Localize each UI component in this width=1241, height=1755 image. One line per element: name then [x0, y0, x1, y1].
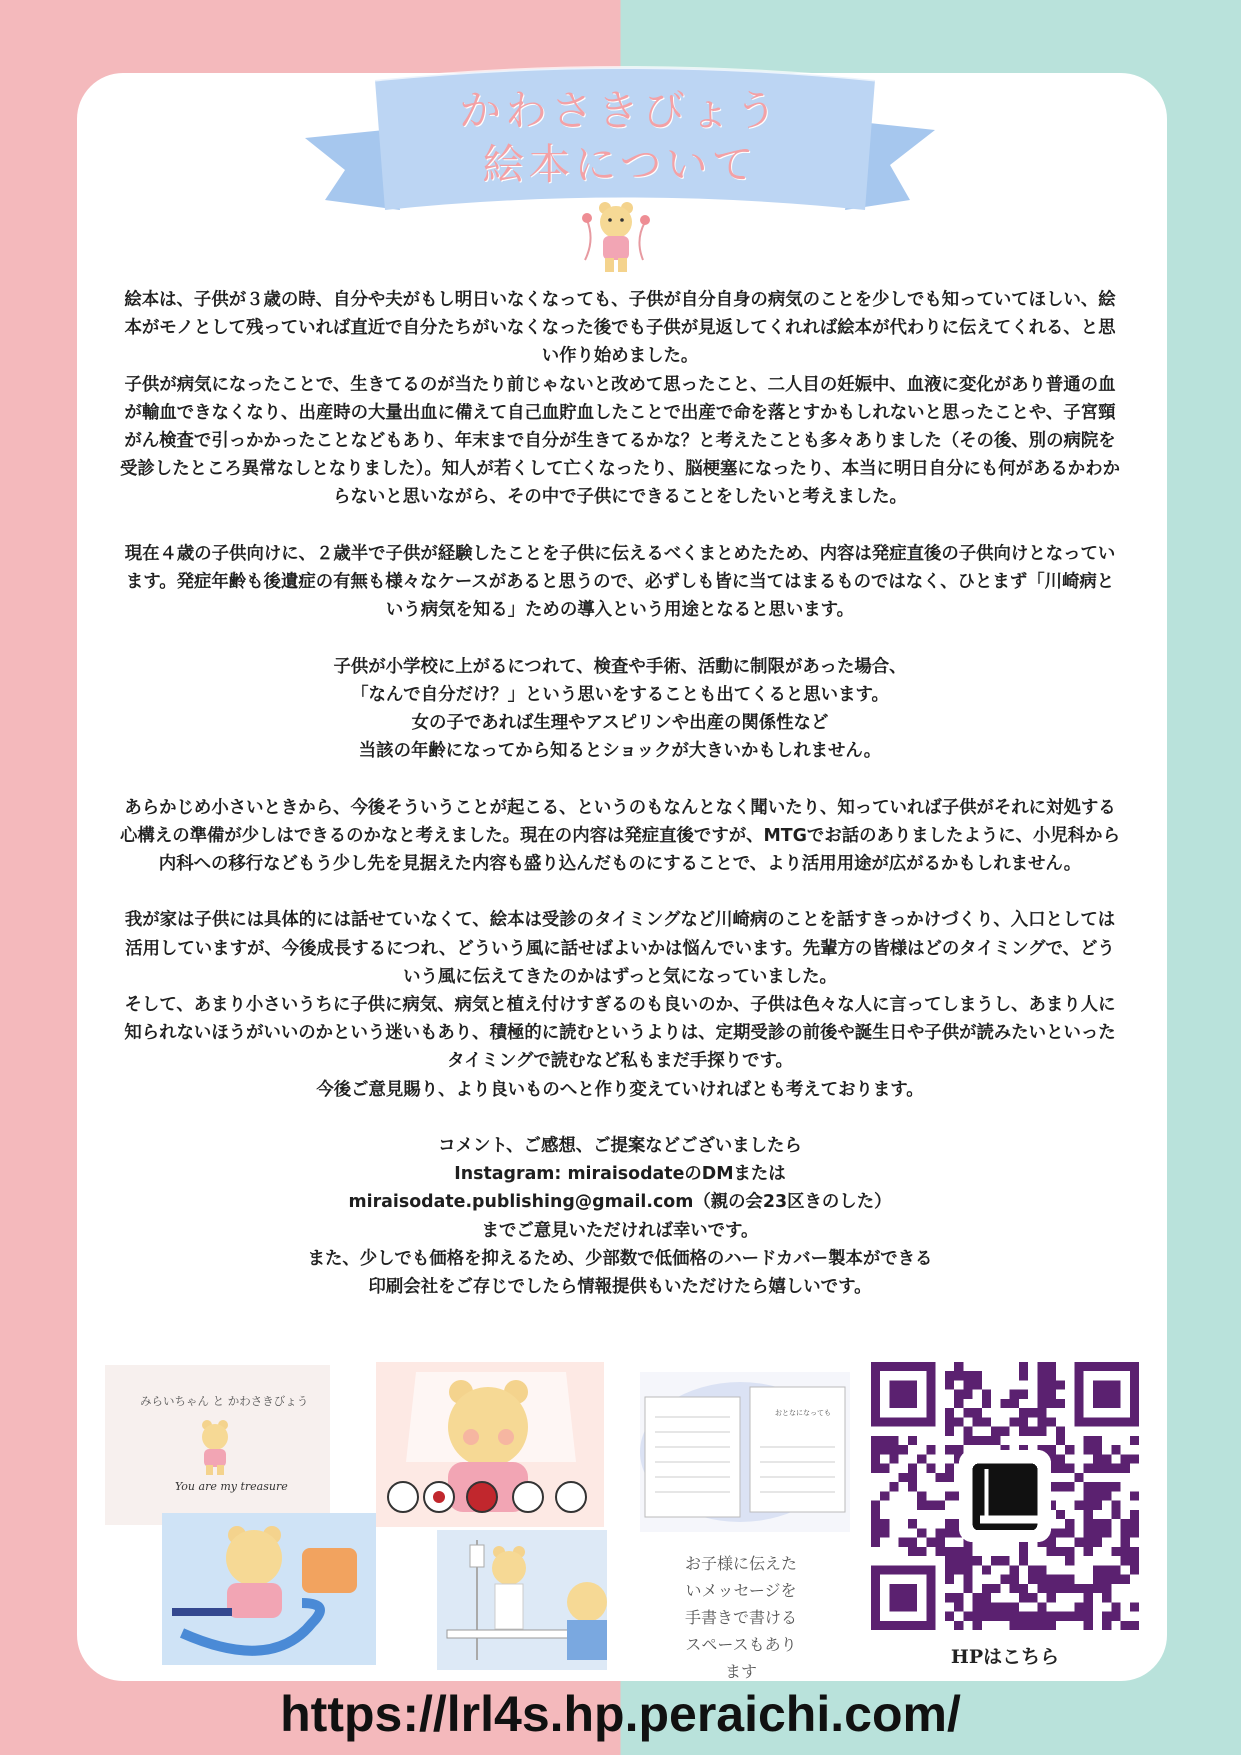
- paragraph-closing: 今後ご意見賜り、より良いものへと作り変えていければとも考えております。: [316, 1079, 924, 1100]
- paragraph-hesitation: そして、あまり小さいうちに子供に病気、病気と植え付けすぎるのも良いのか、子供は色々な人に言ってしまうし、あまり人に知られないほうがいいのかという迷いもあり、積極的に読むというよりは、定期受診の前後や誕生日や子供が読みたいといったタイミングで読むなど私もまだ手探りです。: [124, 995, 1116, 1072]
- playtime-page-thumbnail: [162, 1513, 376, 1665]
- message-page-thumbnail: [640, 1372, 850, 1532]
- title-line-1: かわさきびょう: [458, 86, 781, 135]
- contact-line: までご意見いただければ幸いです。: [481, 1220, 759, 1241]
- paragraph-line: 「なんで自分だけ？」という思いをすることも出てくると思います。: [351, 684, 889, 705]
- caption-line: 手書きで書ける: [684, 1608, 797, 1627]
- request-line: 印刷会社をご存じでしたら情報提供もいただけたら嬉しいです。: [368, 1277, 872, 1298]
- caption-line: お子様に伝えた: [684, 1554, 797, 1573]
- message-pages-illustration: [640, 1372, 850, 1532]
- paragraph-preparation: あらかじめ小さいときから、今後そういうことが起こる、というのもなんとなく聞いたり、知っていれば子供がそれに対処する心構えの準備が少しはできるのかなと考えました。現在の内容は発症直後ですが、MTGでお話のありましたように、小児科から内科への移行などもう少し先を見据えた内容も盛り込んだものにすることで、より活用用途が広がるかもしれません。: [120, 797, 1120, 875]
- sick-bear-illustration: [376, 1362, 604, 1527]
- request-line: また、少しでも価格を抑えるため、少部数で低価格のハードカバー製本ができる: [307, 1248, 933, 1269]
- symptoms-page-thumbnail: [376, 1362, 604, 1527]
- body-text: [120, 286, 1120, 1301]
- paragraph-family: 我が家は子供には具体的には話せていなくて、絵本は受診のタイミングなど川崎病のことを話すきっかけづくり、入口としては活用していますが、今後成長するにつれ、どういう風に話せばよいかは悩んでいます。先輩方の皆様はどのタイミングで、どういう風に伝えてきたのかはずっと気になっていました。: [124, 910, 1116, 987]
- website-url[interactable]: https://lrl4s.hp.peraichi.com/: [280, 1686, 961, 1742]
- paragraph-reason: 子供が病気になったことで、生きてるのが当たり前じゃないと改めて思ったこと、二人目の妊娠中、血液に変化があり普通の血が輸血できなくなり、出産時の大量出血に備えて自己血貯血したことで出産で命を落とすかもしれないと思ったことや、子宮頸がん検査で引っかかったことなどもあり、年末まで自分が生きてるかな？と考えたことも多々ありました（その後、別の病院を受診したところ異常なしとなりました）。知人が若くして亡くなったり、脳梗塞になったり、本当に明日自分にも何があるかわからないと思いながら、その中で子供にできることをしたいと考えました。: [120, 374, 1120, 508]
- cover-title: みらいちゃん と かわさきびょう: [140, 1394, 309, 1408]
- hospital-page-thumbnail: [437, 1530, 607, 1670]
- caption-line: ます: [724, 1662, 757, 1681]
- bear-illustration: [190, 1417, 240, 1477]
- bear-illustration: [575, 200, 655, 282]
- caption-line: スペースもあり: [685, 1635, 797, 1654]
- playing-bear-illustration: [162, 1513, 376, 1665]
- paragraph-intro: 絵本は、子供が３歳の時、自分や夫がもし明日いなくなっても、子供が自分自身の病気のことを少しでも知っていてほしい、絵本がモノとして残っていれば直近で自分たちがいなくなった後でも子供が見返してくれれば絵本が代わりに伝えてくれる、と思い作り始めました。: [124, 290, 1116, 367]
- paragraph-target-age: 現在４歳の子供向けに、２歳半で子供が経験したことを子供に伝えるべくまとめたため、内容は発症直後の子供向けとなっています。発症年齢も後遺症の有無も様々なケースがあると思うので、必ずしも皆に当てはまるものではなく、ひとまず「川崎病という病気を知る」ための導入という用途となると思います。: [124, 543, 1116, 621]
- cover-subtitle: You are my treasure: [175, 1480, 288, 1493]
- paragraph-line: 当該の年齢になってから知るとショックが大きいかもしれません。: [358, 741, 882, 762]
- hospital-bear-illustration: [437, 1530, 607, 1670]
- hp-label: HPはこちら: [950, 1646, 1060, 1668]
- book-icon: [973, 1464, 1038, 1531]
- paragraph-line: 女の子であれば生理やアスピリンや出産の関係性など: [411, 713, 829, 734]
- paragraph-line: 子供が小学校に上がるにつれて、検査や手術、活動に制限があった場合、: [333, 656, 907, 677]
- book-cover-thumbnail: [105, 1365, 330, 1525]
- qr-code[interactable]: [870, 1362, 1140, 1630]
- message-caption: [666, 1550, 816, 1685]
- message-page-title: おとなになっても: [775, 1409, 831, 1417]
- contact-email: miraisodate.publishing@gmail.com（親の会23区きのした）: [348, 1192, 892, 1213]
- title-line-2: 絵本について: [482, 140, 758, 189]
- caption-line: いメッセージを: [685, 1581, 797, 1600]
- contact-line: コメント、ご感想、ご提案などございましたら: [438, 1136, 802, 1157]
- contact-instagram: Instagram: miraisodateのDMまたは: [454, 1164, 786, 1185]
